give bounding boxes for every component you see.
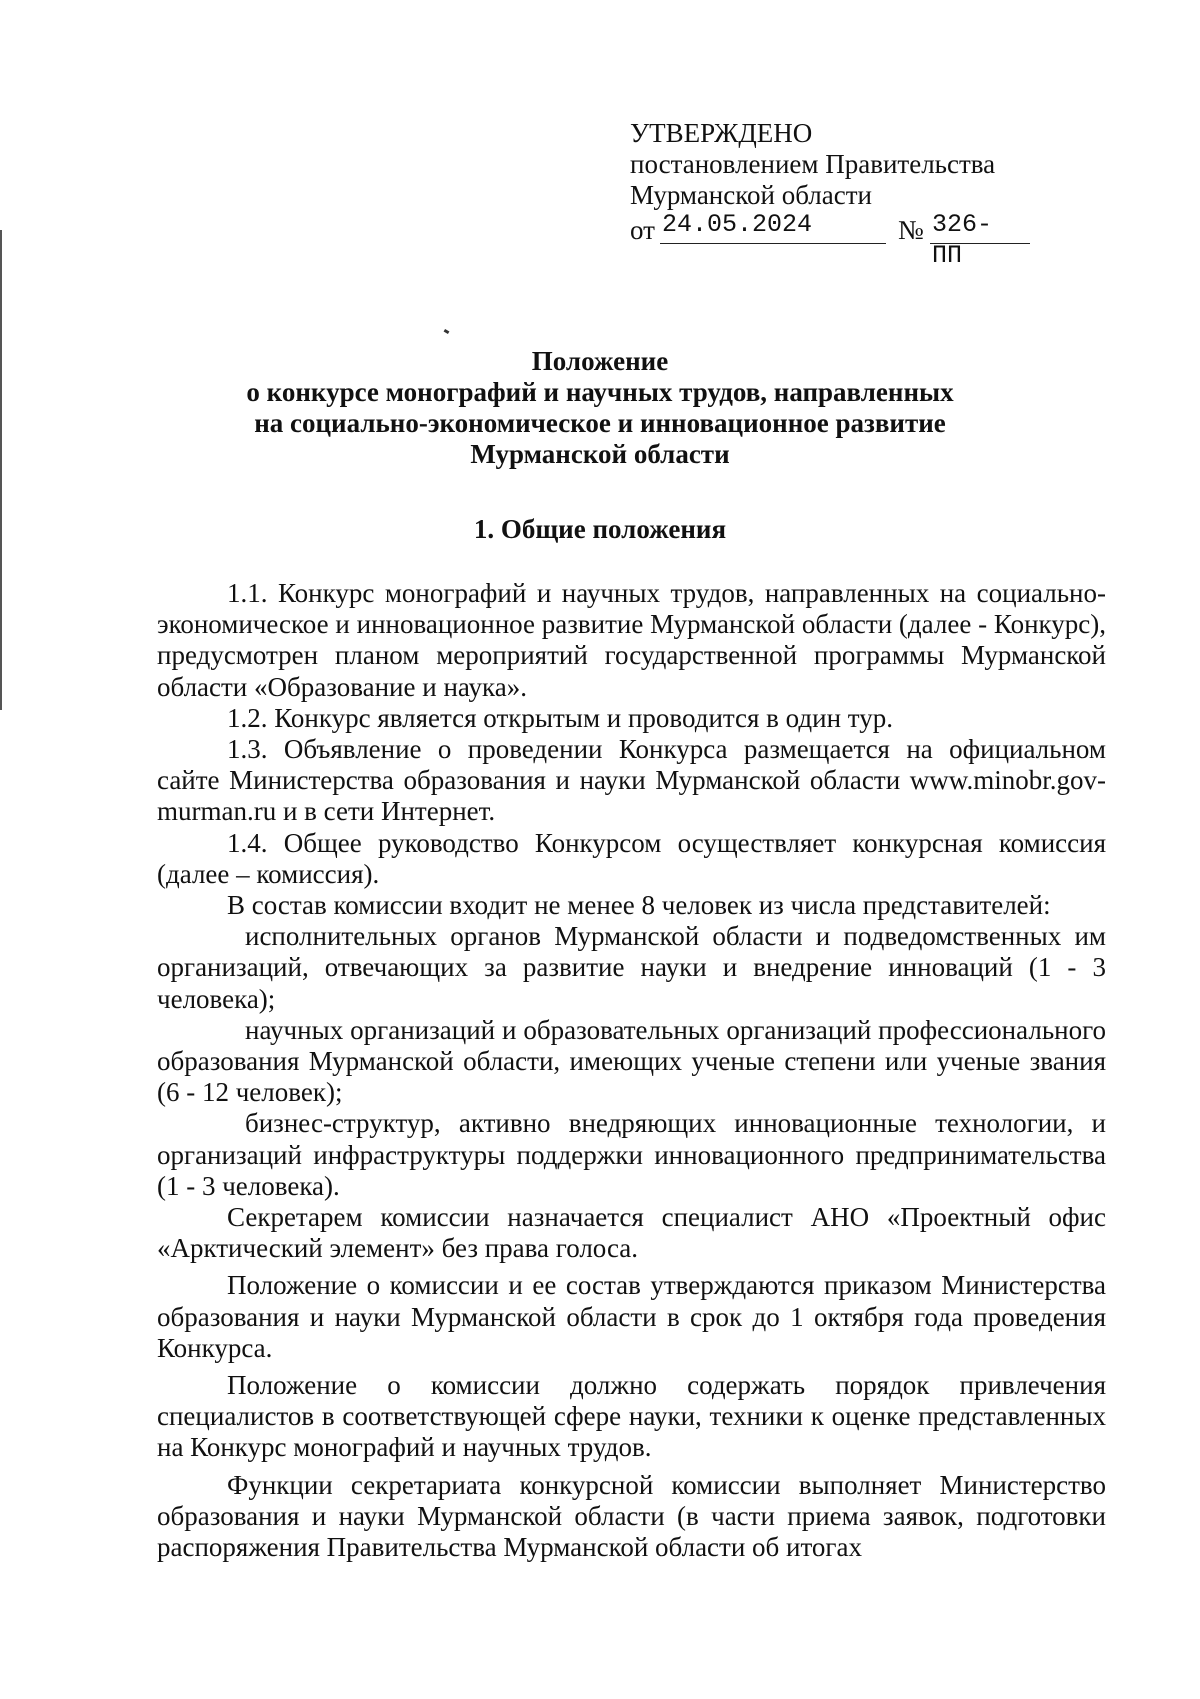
- title-line-1: Положение: [531, 346, 669, 376]
- approval-date: 24.05.2024: [662, 210, 813, 239]
- approval-number: 326-ПП: [932, 210, 993, 270]
- approval-heading: УТВЕРЖДЕНО: [630, 118, 813, 148]
- title-line-2: о конкурсе монографий и научных трудов, направленных: [246, 377, 954, 407]
- number-underline: [930, 243, 1030, 244]
- list-item-scientific-orgs: научных организаций и образовательных организаций профессионального образования Мурманской области, имеющих ученые степени или ученые звания (6 - 12 человек);: [157, 1014, 1106, 1108]
- list-item-business: бизнес-структур, активно внедряющих инновационные технологии, и организаций инфраструктуры поддержки инновационного предпринимательства (1 - 3 человека).: [157, 1108, 1106, 1201]
- document-title: [150, 346, 1050, 470]
- paragraph-secretariat: Функции секретариата конкурсной комиссии выполняет Министерство образования и науки Мурманской области (в части приема заявок, подготовки распоряжения Правительства Мурманской области об итогах: [157, 1469, 1106, 1563]
- paragraph-commission-statute: Положение о комиссии и ее состав утверждаются приказом Министерства образования и науки Мурманской области в срок до 1 октября года проведения Конкурса.: [157, 1270, 1106, 1363]
- paragraph-commission-composition: В состав комиссии входит не менее 8 человек из числа представителей:: [227, 890, 1051, 921]
- approval-line-decree: постановлением Правительства: [630, 149, 996, 179]
- title-line-3: на социально-экономическое и инновационное развитие: [254, 408, 946, 438]
- scan-edge-mark: [0, 230, 2, 710]
- date-prefix: от: [630, 215, 655, 245]
- paragraph-secretary: Секретарем комиссии назначается специалист АНО «Проектный офис «Арктический элемент» без права голоса.: [157, 1202, 1106, 1264]
- section-body: [157, 578, 1106, 1563]
- title-line-4: Мурманской области: [470, 439, 730, 469]
- paragraph-1-3: 1.3. Объявление о проведении Конкурса размещается на официальном сайте Министерства образования и науки Мурманской области www.minobr.gov-murman.ru и в сети Интернет.: [157, 734, 1106, 827]
- list-item-executive-bodies: исполнительных органов Мурманской области и подведомственных им организаций, отвечающих за развитие науки и внедрение инноваций (1 - 3 человека);: [157, 921, 1106, 1014]
- paragraph-1-4: 1.4. Общее руководство Конкурсом осуществляет конкурсная комиссия (далее – комиссия).: [157, 827, 1106, 889]
- paragraph-specialists: Положение о комиссии должно содержать порядок привлечения специалистов в соответствующей сфере науки, техники к оценке представленных на Конкурс монографий и научных трудов.: [157, 1370, 1106, 1463]
- approval-line-region: Мурманской области: [630, 180, 872, 210]
- approval-date-line: [630, 210, 995, 270]
- date-underline: [660, 243, 886, 244]
- paragraph-1-1: 1.1. Конкурс монографий и научных трудов, направленных на социально-экономическое и инновационное развитие Мурманской области (далее - Конкурс), предусмотрен планом мероприятий государственной программы Мурманской области «Образование и наука».: [157, 578, 1106, 702]
- scan-speck: [444, 329, 450, 334]
- paragraph-1-2: 1.2. Конкурс является открытым и проводится в один тур.: [227, 702, 893, 733]
- number-prefix: №: [898, 215, 924, 245]
- section-heading: 1. Общие положения: [473, 514, 727, 544]
- approval-stamp: [630, 118, 996, 270]
